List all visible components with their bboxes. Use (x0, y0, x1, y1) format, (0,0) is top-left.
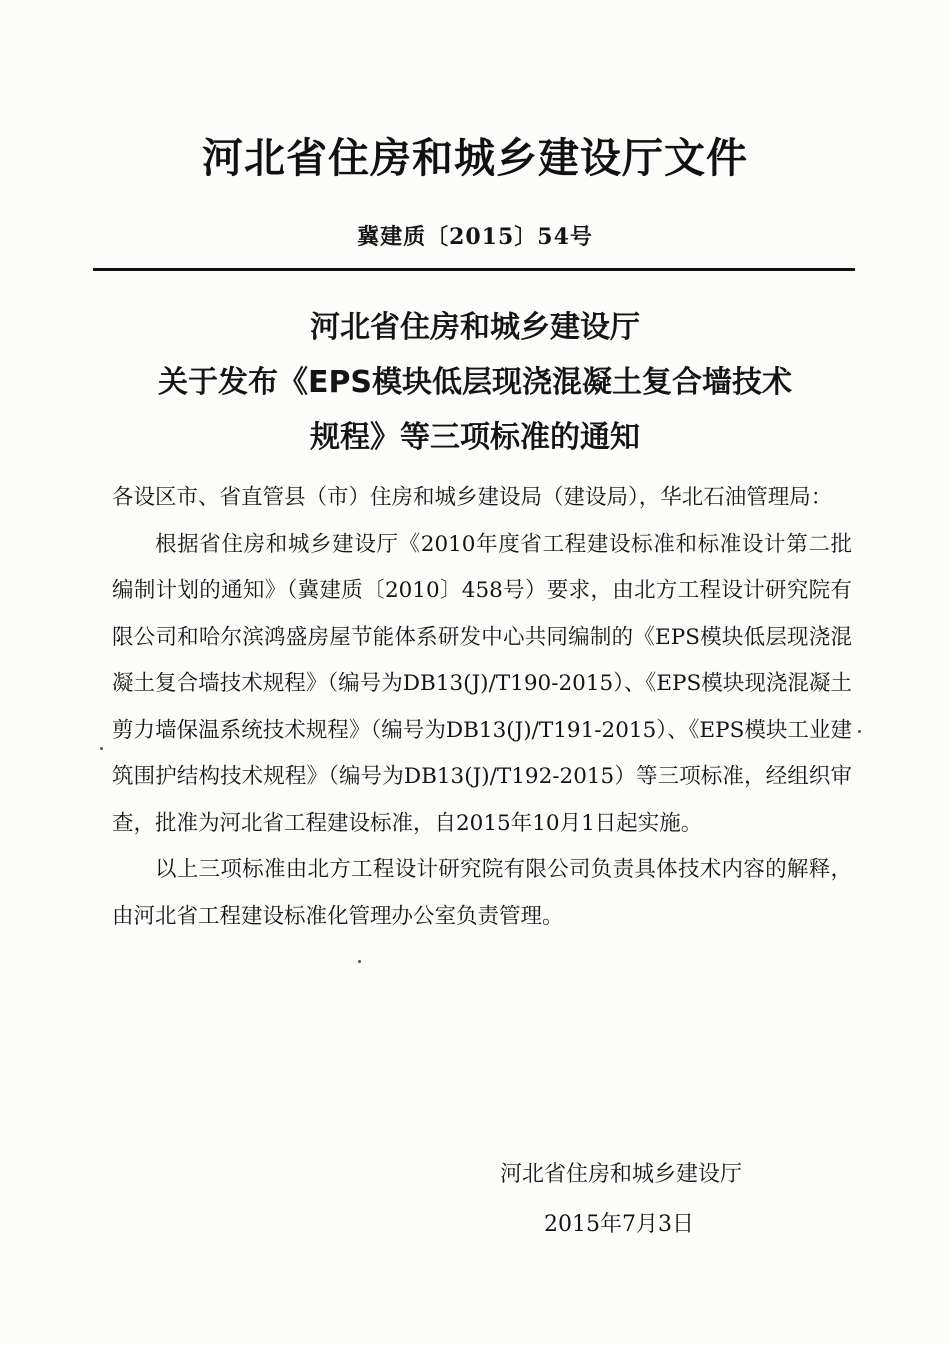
paragraph-1: 根据省住房和城乡建设厅《2010年度省工程建设标准和标准设计第二批编制计划的通知》（冀建质〔2010〕458号）要求，由北方工程设计研究院有限公司和哈尔滨鸿盛房屋节能体系研发中心共同编制的《EPS模块低层现浇混凝土复合墙技术规程》（编号为DB13(J)/T190-2015）、《EPS模块现浇混凝土剪力墙保温系统技术规程》（编号为DB13(J)/T191-2015）、《EPS模块工业建筑围护结构技术规程》（编号为DB13(J)/T192-2015）等三项标准，经组织审查，批准为河北省工程建设标准，自2015年10月1日起实施。 (112, 531, 852, 836)
addressee: 各设区市、省直管县（市）住房和城乡建设局（建设局），华北石油管理局： (112, 485, 833, 510)
notice-title (0, 300, 950, 465)
header-divider (93, 268, 855, 271)
title-line-1: 河北省住房和城乡建设厅 (310, 310, 640, 345)
scan-speck (858, 730, 861, 733)
scan-speck (358, 960, 361, 963)
scan-speck (100, 747, 103, 750)
title-line-2: 关于发布《EPS模块低层现浇混凝土复合墙技术 (157, 365, 793, 400)
agency-file-header: 河北省住房和城乡建设厅文件 (202, 134, 748, 182)
issue-date: 2015年7月3日 (544, 1212, 694, 1237)
signature-block (500, 1150, 820, 1250)
paragraph-2: 以上三项标准由北方工程设计研究院有限公司负责具体技术内容的解释，由河北省工程建设标准化管理办公室负责管理。 (112, 857, 852, 929)
document-number: 冀建质〔2015〕54号 (357, 224, 593, 250)
issuer-name: 河北省住房和城乡建设厅 (500, 1162, 743, 1187)
notice-body (112, 475, 852, 940)
title-line-3: 规程》等三项标准的通知 (310, 420, 640, 455)
